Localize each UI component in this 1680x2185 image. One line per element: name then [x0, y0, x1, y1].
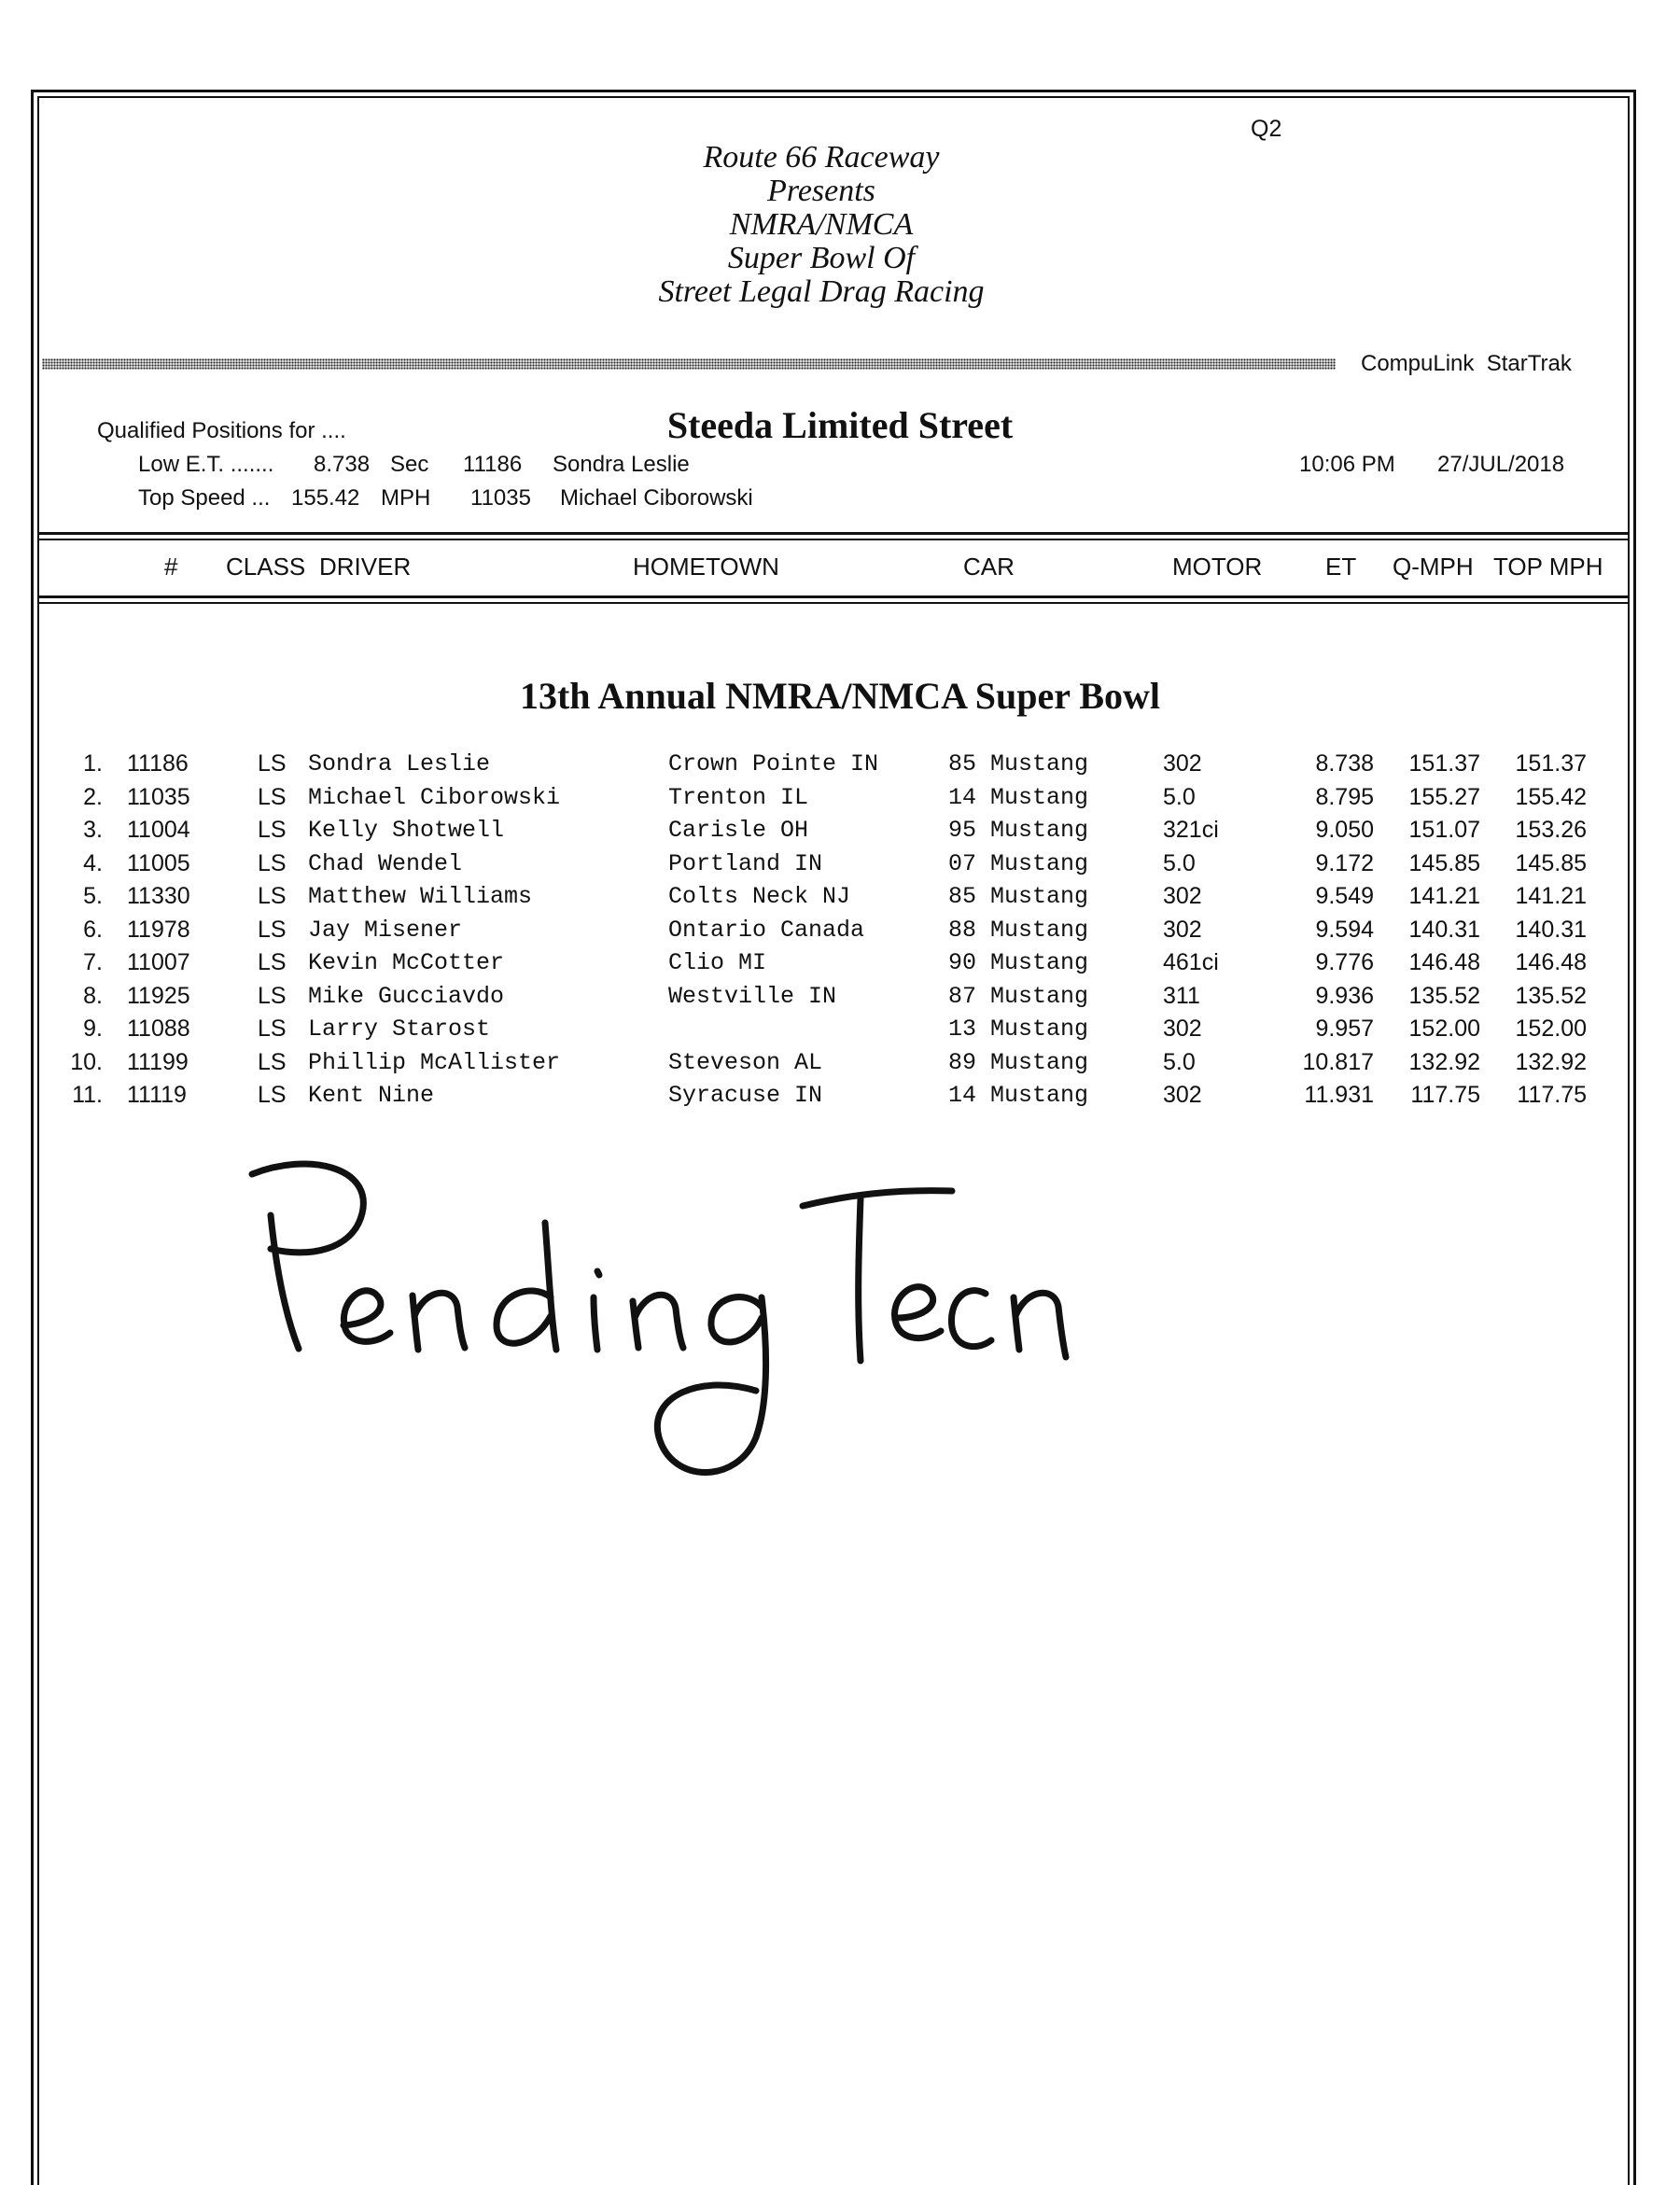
cell-driver: Phillip McAllister: [308, 1048, 561, 1076]
cell-motor: 5.0: [1163, 849, 1196, 876]
cell-top-mph: 117.75: [1517, 1082, 1587, 1108]
cell-motor: 302: [1163, 916, 1202, 943]
cell-et: 10.817: [1302, 1048, 1374, 1075]
cell-car: 90 Mustang: [948, 949, 1089, 976]
title-line-4: Super Bowl Of: [727, 241, 916, 275]
cell-hometown: Syracuse IN: [668, 1082, 823, 1109]
table-row: [0, 850, 1680, 884]
cell-motor: 5.0: [1163, 783, 1196, 810]
table-row: [0, 817, 1680, 850]
rule-top-1: [37, 532, 1630, 535]
qualified-label: Qualified Positions for ....: [97, 418, 346, 443]
cell-et: 8.738: [1315, 750, 1374, 777]
cell-class: LS: [258, 883, 287, 909]
table-row: [0, 917, 1680, 950]
cell-hometown: Colts Neck NJ: [668, 883, 851, 910]
table-row: [0, 1015, 1680, 1049]
cell-car: 14 Mustang: [948, 783, 1089, 811]
cell-class: LS: [258, 916, 287, 943]
cell-et: 9.776: [1315, 949, 1374, 975]
cell-top-mph: 151.37: [1515, 750, 1587, 777]
cell-driver: Sondra Leslie: [308, 750, 491, 777]
col-header-hometown: HOMETOWN: [633, 553, 779, 581]
cell-top-mph: 140.31: [1515, 916, 1587, 943]
cell-qmph: 117.75: [1410, 1082, 1480, 1108]
table-row: [0, 983, 1680, 1016]
table-row: [0, 883, 1680, 917]
corner-code: Q2: [1251, 116, 1282, 142]
cell-car: 95 Mustang: [948, 817, 1089, 844]
cell-number: 11004: [127, 817, 190, 843]
cell-qmph: 146.48: [1408, 949, 1480, 975]
cell-hometown: Clio MI: [668, 949, 767, 976]
cell-number: 11007: [127, 949, 190, 975]
cell-driver: Kent Nine: [308, 1082, 435, 1109]
class-name: Steeda Limited Street: [666, 404, 1014, 446]
cell-hometown: Portland IN: [668, 849, 823, 877]
report-time: 10:06 PM: [1299, 452, 1395, 477]
cell-et: 11.931: [1304, 1082, 1374, 1108]
cell-car: 13 Mustang: [948, 1015, 1089, 1043]
cell-number: 11925: [127, 982, 190, 1009]
cell-number: 11119: [127, 1082, 187, 1108]
title-line-3: NMRA/NMCA: [729, 207, 914, 242]
cell-position: 7.: [83, 949, 103, 975]
cell-class: LS: [258, 750, 287, 777]
cell-top-mph: 132.92: [1515, 1048, 1587, 1075]
table-row: [0, 949, 1680, 983]
cell-top-mph: 155.42: [1515, 783, 1587, 810]
cell-top-mph: 145.85: [1515, 849, 1587, 876]
table-row: [0, 1082, 1680, 1115]
cell-qmph: 151.07: [1408, 817, 1480, 843]
low-et-value: 8.738: [314, 452, 371, 477]
cell-driver: Michael Ciborowski: [308, 783, 561, 811]
cell-driver: Chad Wendel: [308, 849, 463, 877]
rule-top-2: [37, 539, 1630, 540]
table-row: [0, 784, 1680, 818]
cell-motor: 302: [1163, 883, 1202, 909]
cell-number: 11199: [127, 1048, 189, 1075]
cell-qmph: 140.31: [1408, 916, 1480, 943]
rule-bottom-2: [37, 602, 1630, 604]
cell-position: 2.: [83, 783, 103, 810]
cell-position: 10.: [70, 1048, 103, 1075]
cell-hometown: Trenton IL: [668, 783, 809, 811]
cell-hometown: Ontario Canada: [668, 916, 865, 944]
cell-qmph: 141.21: [1408, 883, 1480, 909]
cell-class: LS: [258, 817, 287, 843]
cell-position: 5.: [83, 883, 103, 909]
cell-qmph: 135.52: [1408, 982, 1480, 1009]
cell-hometown: Crown Pointe IN: [668, 750, 879, 777]
rule-bottom-1: [37, 595, 1630, 598]
handwritten-note-pending-tech: [233, 1157, 1092, 1512]
cell-position: 8.: [83, 982, 103, 1009]
cell-qmph: 155.27: [1408, 783, 1480, 810]
col-header-top-mph: TOP MPH: [1493, 553, 1603, 581]
cell-driver: Mike Gucciavdo: [308, 982, 505, 1010]
col-header-number: #: [164, 553, 178, 581]
top-speed-driver: Michael Ciborowski: [560, 485, 753, 511]
cell-driver: Larry Starost: [308, 1015, 491, 1043]
cell-motor: 5.0: [1163, 1048, 1196, 1075]
cell-motor: 321ci: [1163, 817, 1219, 843]
cell-et: 9.172: [1315, 849, 1374, 876]
cell-car: 87 Mustang: [948, 982, 1089, 1010]
cell-car: 07 Mustang: [948, 849, 1089, 877]
cell-top-mph: 153.26: [1515, 817, 1587, 843]
cell-number: 11978: [127, 916, 190, 943]
cell-class: LS: [258, 849, 287, 876]
cell-car: 85 Mustang: [948, 750, 1089, 777]
event-title: 13th Annual NMRA/NMCA Super Bowl: [519, 675, 1161, 717]
cell-class: LS: [258, 949, 287, 975]
cell-top-mph: 135.52: [1515, 982, 1587, 1009]
cell-top-mph: 141.21: [1515, 883, 1587, 909]
col-header-et: ET: [1325, 553, 1357, 581]
cell-class: LS: [258, 982, 287, 1009]
top-speed-number: 11035: [470, 485, 531, 511]
cell-qmph: 132.92: [1408, 1048, 1480, 1075]
cell-et: 9.549: [1315, 883, 1374, 909]
cell-qmph: 151.37: [1408, 750, 1480, 777]
cell-et: 9.050: [1315, 817, 1374, 843]
cell-number: 11330: [127, 883, 190, 909]
low-et-label: Low E.T. .......: [138, 452, 274, 477]
cell-car: 85 Mustang: [948, 883, 1089, 910]
col-header-driver: DRIVER: [319, 553, 412, 581]
col-header-qmph: Q-MPH: [1393, 553, 1474, 581]
table-row: [0, 1049, 1680, 1083]
cell-et: 9.936: [1315, 982, 1374, 1009]
title-line-2: Presents: [767, 174, 875, 208]
cell-position: 11.: [72, 1082, 103, 1108]
cell-motor: 311: [1163, 982, 1200, 1009]
cell-qmph: 152.00: [1408, 1015, 1480, 1042]
top-speed-label: Top Speed ...: [138, 485, 271, 511]
col-header-car: CAR: [963, 553, 1015, 581]
low-et-number: 11186: [463, 452, 523, 477]
cell-hometown: Steveson AL: [668, 1048, 823, 1076]
cell-class: LS: [258, 1015, 287, 1042]
cell-motor: 302: [1163, 1015, 1202, 1042]
cell-position: 6.: [83, 916, 103, 943]
cell-class: LS: [258, 1048, 287, 1075]
cell-class: LS: [258, 783, 287, 810]
col-header-motor: MOTOR: [1172, 553, 1263, 581]
top-speed-value: 155.42: [291, 485, 360, 511]
cell-motor: 461ci: [1163, 949, 1219, 975]
cell-et: 9.957: [1315, 1015, 1374, 1042]
cell-number: 11035: [127, 783, 190, 810]
system-label: CompuLink StarTrak: [1361, 351, 1572, 376]
col-header-class: CLASS: [226, 553, 306, 581]
cell-position: 3.: [83, 817, 103, 843]
cell-number: 11186: [127, 750, 189, 777]
cell-driver: Kevin McCotter: [308, 949, 505, 976]
report-date: 27/JUL/2018: [1437, 452, 1565, 477]
cell-driver: Matthew Williams: [308, 883, 533, 910]
cell-driver: Jay Misener: [308, 916, 463, 944]
top-speed-unit: MPH: [381, 485, 431, 511]
low-et-driver: Sondra Leslie: [553, 452, 690, 477]
cell-et: 8.795: [1315, 783, 1374, 810]
cell-hometown: Carisle OH: [668, 817, 809, 844]
cell-car: 14 Mustang: [948, 1082, 1089, 1109]
cell-top-mph: 146.48: [1515, 949, 1587, 975]
low-et-unit: Sec: [390, 452, 429, 477]
cell-driver: Kelly Shotwell: [308, 817, 505, 844]
cell-position: 9.: [83, 1015, 103, 1042]
cell-motor: 302: [1163, 1082, 1202, 1108]
cell-class: LS: [258, 1082, 287, 1108]
cell-number: 11005: [127, 849, 190, 876]
dotted-rule: [42, 358, 1336, 370]
cell-top-mph: 152.00: [1515, 1015, 1587, 1042]
cell-car: 89 Mustang: [948, 1048, 1089, 1076]
cell-car: 88 Mustang: [948, 916, 1089, 944]
cell-motor: 302: [1163, 750, 1202, 777]
cell-et: 9.594: [1315, 916, 1374, 943]
cell-hometown: Westville IN: [668, 982, 837, 1010]
cell-qmph: 145.85: [1408, 849, 1480, 876]
table-row: [0, 750, 1680, 784]
cell-position: 4.: [83, 849, 103, 876]
cell-number: 11088: [127, 1015, 190, 1042]
title-line-5: Street Legal Drag Racing: [658, 274, 985, 309]
title-line-1: Route 66 Raceway: [703, 140, 940, 175]
cell-position: 1.: [83, 750, 103, 777]
